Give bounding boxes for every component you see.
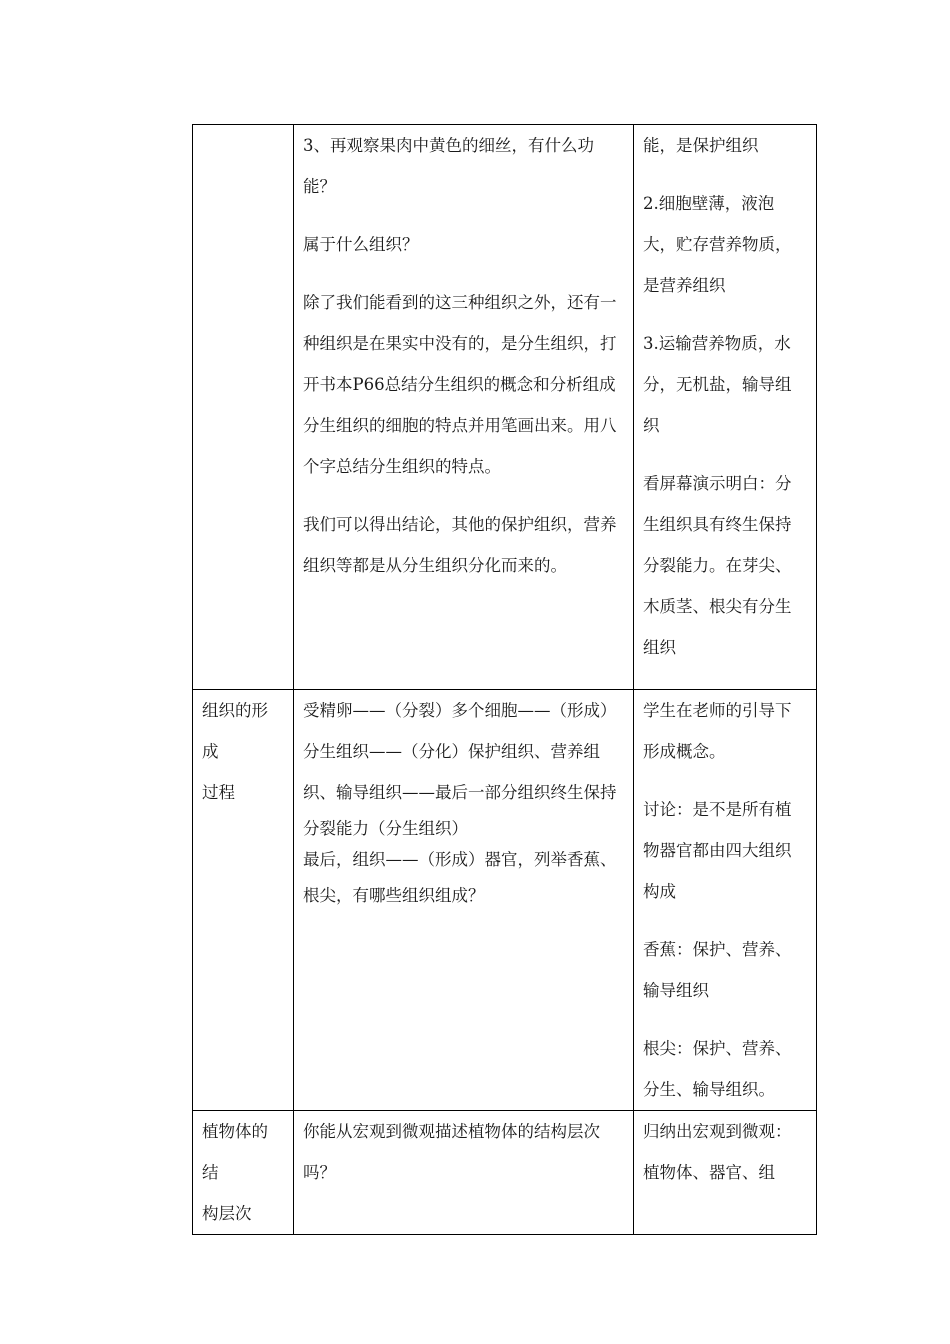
text-line: 根尖：保护、营养、 <box>643 1039 792 1058</box>
text-line: 分裂能力（分生组织） <box>303 819 468 838</box>
text-line: 开书本P66总结分生组织的概念和分析组成 <box>303 375 616 394</box>
text-line: 分，无机盐，输导组 <box>643 375 792 394</box>
text-line: 分生组织——（分化）保护组织、营养组 <box>303 742 600 761</box>
topic-cell <box>193 125 294 690</box>
text-line: 能？ <box>303 177 336 196</box>
topic-text: 过程 <box>202 783 235 802</box>
table-row <box>193 125 817 690</box>
student-activity-cell <box>634 1111 817 1235</box>
table-row <box>193 1111 817 1235</box>
topic-cell <box>193 1111 294 1235</box>
text-line: 生组织具有终生保持 <box>643 515 792 534</box>
text-line: 吗？ <box>303 1163 336 1182</box>
teacher-activity-cell <box>294 1111 634 1235</box>
text-line: 是营养组织 <box>643 276 726 295</box>
text-line: 3、再观察果肉中黄色的细丝，有什么功 <box>303 136 594 155</box>
text-line: 木质茎、根尖有分生 <box>643 597 792 616</box>
text-line: 3.运输营养物质，水 <box>643 334 791 353</box>
text-line: 根尖，有哪些组织组成？ <box>303 886 485 905</box>
topic-text: 植物体的结 <box>202 1122 268 1182</box>
text-line: 分生、输导组织。 <box>643 1080 775 1099</box>
text-line: 2.细胞壁薄，液泡 <box>643 194 775 213</box>
topic-text: 构层次 <box>202 1204 252 1223</box>
text-line: 讨论：是不是所有植 <box>643 800 792 819</box>
text-line: 个字总结分生组织的特点。 <box>303 457 501 476</box>
text-line: 输导组织 <box>643 981 709 1000</box>
text-line: 最后，组织——（形成）器官，列举香蕉、 <box>303 850 617 869</box>
text-line: 分生组织的细胞的特点并用笔画出来。用八 <box>303 416 617 435</box>
text-line: 大，贮存营养物质， <box>643 235 792 254</box>
text-line: 种组织是在果实中没有的，是分生组织，打 <box>303 334 617 353</box>
topic-cell <box>193 690 294 1111</box>
text-line: 组织 <box>643 638 676 657</box>
text-line: 织、输导组织——最后一部分组织终生保持 <box>303 783 617 802</box>
text-line: 归纳出宏观到微观： <box>643 1122 792 1141</box>
text-line: 组织等都是从分生组织分化而来的。 <box>303 556 567 575</box>
text-line: 构成 <box>643 882 676 901</box>
teacher-activity-cell <box>294 690 634 1111</box>
teacher-activity-cell <box>294 125 634 690</box>
text-line: 你能从宏观到微观描述植物体的结构层次 <box>303 1122 600 1141</box>
text-line: 学生在老师的引导下 <box>643 701 792 720</box>
text-line: 织 <box>643 416 660 435</box>
text-line: 形成概念。 <box>643 742 726 761</box>
text-line: 分裂能力。在芽尖、 <box>643 556 792 575</box>
text-line: 能，是保护组织 <box>643 136 759 155</box>
text-line: 物器官都由四大组织 <box>643 841 792 860</box>
table-row <box>193 690 817 1111</box>
text-line: 属于什么组织？ <box>303 235 419 254</box>
text-line: 植物体、器官、组 <box>643 1163 775 1182</box>
text-line: 受精卵——（分裂）多个细胞——（形成） <box>303 701 617 720</box>
student-activity-cell <box>634 125 817 690</box>
text-line: 看屏幕演示明白：分 <box>643 474 792 493</box>
student-activity-cell <box>634 690 817 1111</box>
text-line: 我们可以得出结论，其他的保护组织，营养 <box>303 515 617 534</box>
topic-text: 组织的形成 <box>202 701 268 761</box>
lesson-plan-table <box>192 124 817 1235</box>
text-line: 香蕉：保护、营养、 <box>643 940 792 959</box>
text-line: 除了我们能看到的这三种组织之外，还有一 <box>303 293 617 312</box>
